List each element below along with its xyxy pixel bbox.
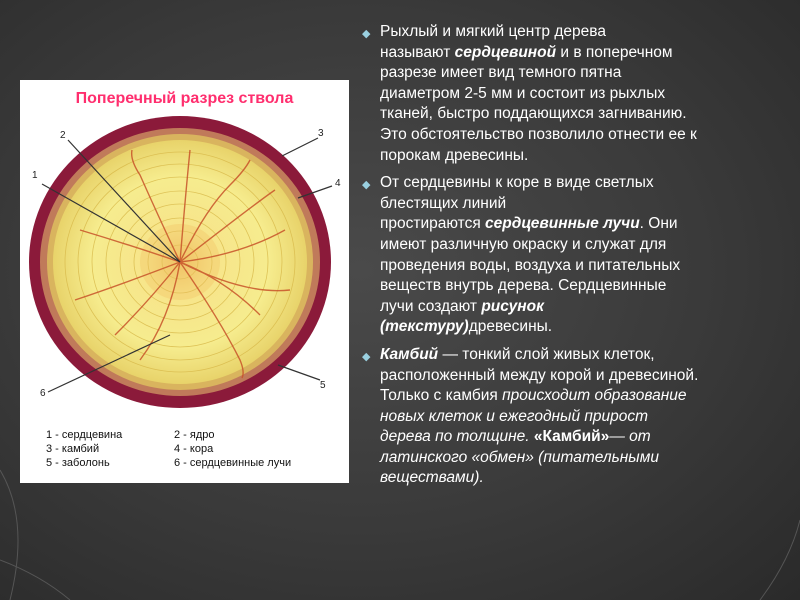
label-2: 2 [60, 130, 66, 141]
term-cambium: Камбий [380, 345, 439, 363]
label-1: 1 [32, 170, 38, 181]
trunk-cross-section-figure [20, 80, 349, 483]
legend-item-heartwood: 2 - ядро [174, 429, 215, 441]
bullet-diamond-icon: ◆ [362, 28, 371, 40]
pointer-line-5 [278, 365, 320, 380]
text-line: проведения воды, воздуха и питательных [380, 256, 681, 274]
text-line: (текстуру)древесины. [380, 318, 553, 336]
figure-legend [46, 428, 346, 470]
text-line: новых клеток и ежегодный прирост [380, 407, 649, 425]
text-line: Камбий — тонкий слой живых клеток, [380, 345, 655, 363]
bullet-diamond-icon: ◆ [362, 350, 371, 363]
legend-item-sapwood: 5 - заболонь [46, 457, 110, 469]
label-5: 5 [320, 380, 326, 391]
text-line: расположенный между корой и древесиной. [380, 366, 699, 384]
text-line: имеют различную окраску и служат для [380, 235, 667, 253]
term-medullary-rays: сердцевинные лучи [485, 215, 640, 233]
bullet-pith [360, 22, 775, 166]
bullet-diamond-icon: ◆ [362, 179, 371, 192]
legend-item-pith: 1 - сердцевина [46, 429, 123, 441]
text-line: разрезе имеет вид темного пятна [380, 64, 622, 82]
trunk-cross-section-illustration [20, 80, 349, 483]
text-line: Рыхлый и мягкий центр дерева [380, 23, 606, 40]
term-pattern: рисунок [481, 297, 544, 315]
text-line: диаметром 2-5 мм и состоит из рыхлых [380, 84, 666, 102]
text-line: тканей, быстро поддающихся загниванию. [380, 105, 687, 123]
text-line: простираются сердцевинные лучи. Они [380, 215, 678, 233]
text-line: веществ внутрь дерева. Сердцевинные [380, 277, 667, 295]
term-texture: (текстуру) [380, 318, 469, 336]
legend-item-bark: 4 - кора [174, 443, 214, 455]
bullet-cambium [360, 345, 775, 489]
label-6: 6 [40, 388, 46, 399]
text-line: латинского «обмен» (питательными [380, 448, 659, 466]
legend-item-cambium: 3 - камбий [46, 443, 100, 455]
term-cambium-quoted: «Камбий» [533, 428, 610, 446]
legend-item-medullary-rays: 6 - сердцевинные лучи [174, 457, 292, 469]
term-pith: сердцевиной [454, 43, 557, 61]
text-line: веществами). [380, 469, 484, 487]
text-line: Это обстоятельство позволило отнести ее к [380, 125, 697, 143]
text-line: называют сердцевиной и в поперечном [380, 43, 673, 61]
text-line: дерева по толщине. «Камбий»— от [380, 428, 651, 446]
label-4: 4 [335, 178, 341, 189]
figure-title: Поперечный разрез ствола [75, 90, 294, 107]
pointer-line-3 [282, 138, 318, 156]
label-3: 3 [318, 128, 324, 139]
text-line: порокам древесины. [380, 146, 529, 164]
text-line: блестящих линий [380, 194, 507, 212]
bullet-medullary-rays [360, 173, 775, 338]
text-line: Только с камбия происходит образование [380, 387, 687, 405]
text-line: От сердцевины к коре в виде светлых [380, 174, 654, 192]
text-line: лучи создают рисунок [380, 297, 544, 315]
slide-text [360, 22, 775, 496]
